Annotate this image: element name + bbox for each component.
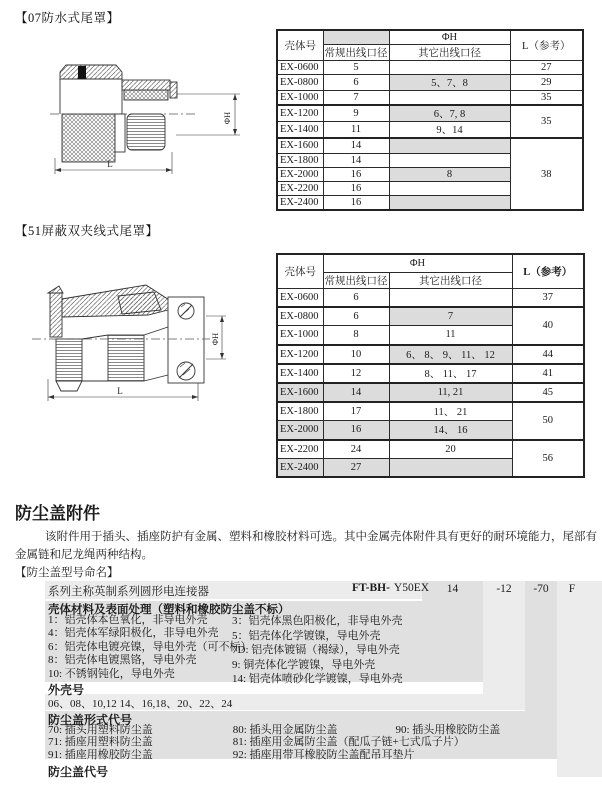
cell-L: 35 bbox=[510, 105, 583, 138]
list-item: 7D: 铝壳体镀镉（褐绿），导电外壳 bbox=[232, 644, 400, 656]
form-code-item: 91: 插座用橡胶防尘盖 bbox=[48, 748, 153, 761]
cell-other: 11, 21 bbox=[389, 383, 512, 402]
col-header-other: 其它出线口径 bbox=[389, 273, 512, 289]
cell-other bbox=[389, 289, 512, 308]
list-item: 3：铝壳体黑色阳极化，非导电外壳 bbox=[232, 615, 403, 627]
cell-other: 6、 8、 9、 11、 12 bbox=[389, 345, 512, 364]
cell-other bbox=[389, 153, 510, 167]
col-header-regular: 常规出线口径 bbox=[323, 45, 389, 61]
cell-other: 5、7、8 bbox=[389, 75, 510, 91]
cell-regular: 17 bbox=[323, 402, 389, 421]
dim-label-L: L bbox=[107, 159, 113, 169]
col-header-other: 其它出线口径 bbox=[389, 45, 510, 61]
cell-L: 41 bbox=[512, 364, 584, 383]
cell-shell: EX-2000 bbox=[277, 167, 323, 181]
cell-other bbox=[389, 181, 510, 195]
cell-other: 6、7, 8 bbox=[389, 105, 510, 122]
cell-shell: EX-1000 bbox=[277, 326, 323, 345]
cover-section-header: 防尘盖代号 bbox=[48, 765, 109, 779]
segment-material: 14 bbox=[446, 583, 459, 595]
col-header-shell: 壳体号 bbox=[277, 30, 323, 61]
list-item: 1：铝壳体本色氧化，非导电外壳 bbox=[48, 614, 208, 626]
cell-L: 35 bbox=[510, 91, 583, 106]
form-code-row bbox=[48, 736, 500, 748]
cell-shell: EX-1600 bbox=[277, 138, 323, 153]
dust-cover-paragraph-line2: 金属链和尼龙绳两种结构。 bbox=[15, 549, 153, 561]
list-item: 6：铝壳体电镀亮镍，导电外壳（可不标） bbox=[48, 640, 252, 653]
form-code-item: 81: 插座用金属防尘盖（配瓜子链+七式瓜子片） bbox=[232, 736, 465, 749]
cell-regular: 12 bbox=[323, 364, 389, 383]
dim-label-L: L bbox=[117, 386, 123, 396]
cell-shell: EX-1200 bbox=[277, 105, 323, 122]
cell-shell: EX-1800 bbox=[277, 402, 323, 421]
form-code-item: 80: 插头用金属防尘盖 bbox=[232, 724, 338, 736]
form-code-row bbox=[48, 749, 500, 761]
cell-regular: 10 bbox=[323, 345, 389, 364]
cell-shell: EX-0800 bbox=[277, 75, 323, 91]
tail-cover-07-drawing bbox=[48, 58, 248, 183]
form-code-list bbox=[48, 724, 500, 761]
list-item: 4：铝壳体军绿阳极化，非导电外壳 bbox=[48, 627, 219, 640]
cell-shell: EX-1200 bbox=[277, 345, 323, 364]
cell-shell: EX-1400 bbox=[277, 364, 323, 383]
cell-other bbox=[389, 196, 510, 211]
list-item: 5：铝壳体化学镀镍，导电外壳 bbox=[232, 629, 381, 642]
naming-section-title: 【防尘盖型号命名】 bbox=[15, 567, 119, 579]
cell-other: 11 bbox=[389, 326, 512, 345]
cell-regular: 6 bbox=[323, 75, 389, 91]
form-code-item: 92: 插座用带耳橡胶防尘盖配吊耳垫片 bbox=[232, 748, 415, 761]
cell-regular: 6 bbox=[323, 289, 389, 308]
segment-cover-code: F bbox=[568, 583, 576, 595]
form-code-item: 90: 插头用橡胶防尘盖 bbox=[395, 724, 501, 736]
cell-shell: EX-0600 bbox=[277, 289, 323, 308]
cell-regular: 14 bbox=[323, 153, 389, 167]
segment-shell-size: -12 bbox=[496, 583, 512, 595]
col-header-phiH: ΦH bbox=[323, 254, 512, 273]
cell-shell: EX-2400 bbox=[277, 196, 323, 211]
model-code bbox=[352, 582, 429, 594]
stripe-shell-size bbox=[483, 581, 525, 709]
shell-section-values: 06、08、10,12 14、16,18、20、22、24 bbox=[48, 698, 233, 710]
series-name-label: 系列主称英制系列圆形电连接器 bbox=[48, 586, 209, 598]
segment-form-code: -70 bbox=[533, 583, 549, 595]
form-code-item: 71: 插座用塑料防尘盖 bbox=[48, 736, 153, 749]
dust-cover-heading: 防尘盖附件 bbox=[15, 504, 100, 523]
cell-shell: EX-1800 bbox=[277, 153, 323, 167]
material-section-header: 壳体材料及表面处理（塑料和橡胶防尘盖不标） bbox=[48, 604, 290, 616]
cell-regular: 7 bbox=[323, 91, 389, 106]
cell-other: 8、 11、 17 bbox=[389, 364, 512, 383]
material-list-right bbox=[232, 614, 403, 687]
dim-label-phiH: ΦH bbox=[222, 111, 232, 125]
tail-cover-07-table bbox=[276, 29, 584, 211]
cell-regular: 14 bbox=[323, 138, 389, 153]
cell-shell: EX-1000 bbox=[277, 91, 323, 106]
cell-regular: 9 bbox=[323, 105, 389, 122]
form-code-row bbox=[48, 724, 500, 736]
dust-cover-paragraph-line1: 该附件用于插头、插座防护有金属、塑料和橡胶材料可选。其中金属壳体附件具有更好的耐环境能力，尾部有 bbox=[45, 531, 597, 543]
cell-regular: 16 bbox=[323, 181, 389, 195]
cell-other: 11、 21 bbox=[389, 402, 512, 421]
cell-regular: 6 bbox=[323, 307, 389, 326]
cell-shell: EX-2400 bbox=[277, 458, 323, 477]
stripe-cover-code bbox=[557, 581, 602, 777]
header-spacer bbox=[323, 30, 389, 45]
cell-regular: 16 bbox=[323, 167, 389, 181]
col-header-shell: 壳体号 bbox=[277, 254, 323, 289]
cell-L: 40 bbox=[512, 307, 584, 344]
list-item: 14: 铝壳体喷砂化学镀镍，导电外壳 bbox=[232, 673, 403, 685]
cell-L: 50 bbox=[512, 402, 584, 439]
list-item: 10: 不锈钢钝化，导电外壳 bbox=[48, 667, 175, 680]
cell-regular: 5 bbox=[323, 61, 389, 75]
col-header-regular: 常规出线口径 bbox=[323, 273, 389, 289]
cell-regular: 16 bbox=[323, 421, 389, 440]
cell-shell: EX-1400 bbox=[277, 122, 323, 139]
cell-L: 56 bbox=[512, 440, 584, 477]
cell-regular: 27 bbox=[323, 458, 389, 477]
cell-regular: 14 bbox=[323, 383, 389, 402]
cell-other bbox=[389, 91, 510, 106]
cell-L: 29 bbox=[510, 75, 583, 91]
col-header-L: L（参考） bbox=[510, 30, 583, 61]
section-07-title: 【07防水式尾罩】 bbox=[15, 11, 120, 25]
tail-cover-51-table bbox=[276, 253, 585, 478]
cell-other: 14、 16 bbox=[389, 421, 512, 440]
section-51-title: 【51屏蔽双夹线式尾罩】 bbox=[15, 224, 159, 238]
tail-cover-51-drawing bbox=[30, 283, 240, 413]
cell-shell: EX-1600 bbox=[277, 383, 323, 402]
form-section-header: 防尘盖形式代号 bbox=[48, 713, 133, 727]
cell-shell: EX-0800 bbox=[277, 307, 323, 326]
cell-regular: 8 bbox=[323, 326, 389, 345]
model-code-series: Y50EX bbox=[393, 582, 430, 594]
cell-other: 8 bbox=[389, 167, 510, 181]
cell-other: 9、14 bbox=[389, 122, 510, 139]
cell-other bbox=[389, 458, 512, 477]
cell-shell: EX-2200 bbox=[277, 440, 323, 459]
cell-L: 37 bbox=[512, 289, 584, 308]
cell-other bbox=[389, 61, 510, 75]
list-item: 8：铝壳体电镀黑铬，导电外壳 bbox=[48, 654, 197, 667]
cell-L: 27 bbox=[510, 61, 583, 75]
cell-other bbox=[389, 138, 510, 153]
cell-other: 20 bbox=[389, 440, 512, 459]
form-code-item: 70: 插头用塑料防尘盖 bbox=[48, 724, 153, 736]
col-header-L: L（参考） bbox=[512, 254, 584, 289]
cell-shell: EX-2200 bbox=[277, 181, 323, 195]
cell-L: 45 bbox=[512, 383, 584, 402]
model-code-prefix: FT-BH- bbox=[352, 582, 390, 594]
cell-other: 7 bbox=[389, 307, 512, 326]
cell-L: 44 bbox=[512, 345, 584, 364]
cell-shell: EX-0600 bbox=[277, 61, 323, 75]
list-item: 9: 铜壳体化学镀镍，导电外壳 bbox=[232, 658, 376, 671]
cell-regular: 11 bbox=[323, 122, 389, 139]
cell-regular: 24 bbox=[323, 440, 389, 459]
col-header-phiH: ΦH bbox=[389, 30, 510, 45]
cell-L: 38 bbox=[510, 138, 583, 210]
shell-section-header: 外壳号 bbox=[48, 683, 85, 697]
cell-regular: 16 bbox=[323, 196, 389, 211]
cell-shell: EX-2000 bbox=[277, 421, 323, 440]
dim-label-phiH: ΦH bbox=[210, 332, 220, 346]
material-list-left bbox=[48, 614, 252, 681]
